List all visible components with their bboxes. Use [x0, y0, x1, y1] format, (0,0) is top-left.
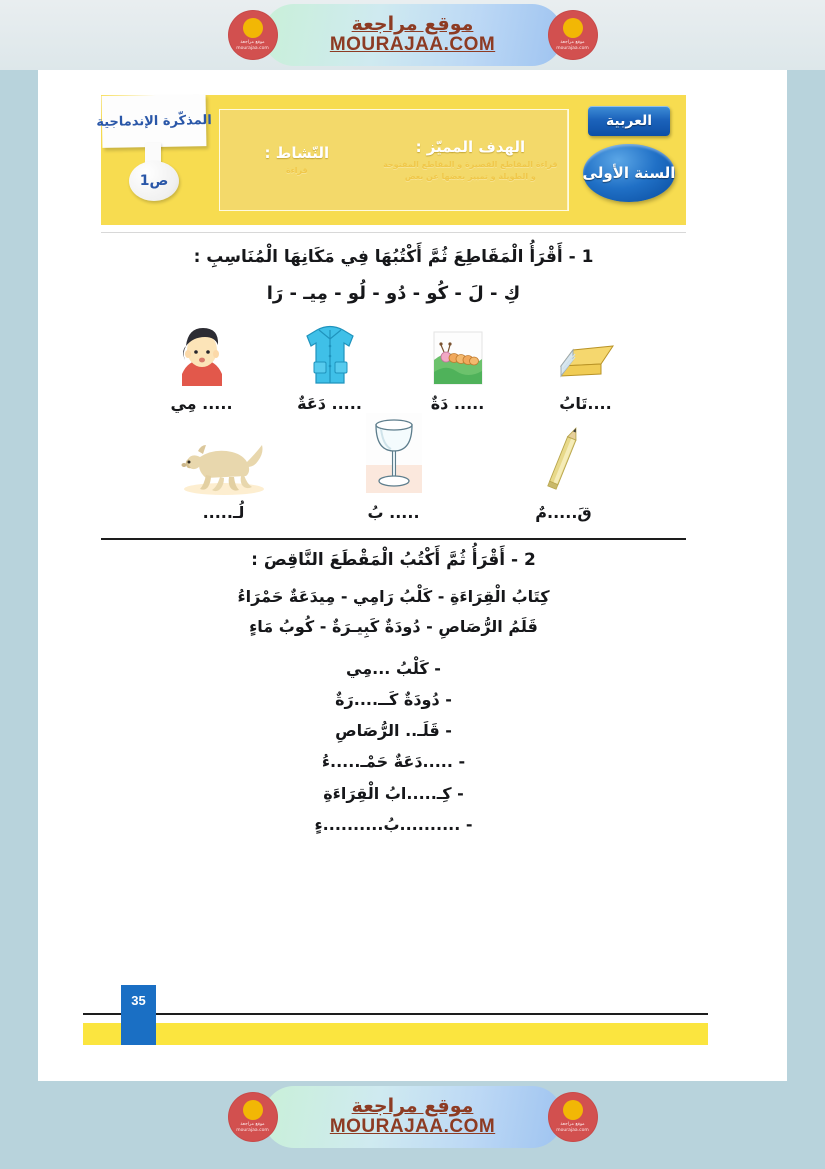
picture-blank-label: ..... مِي [170, 394, 233, 413]
logo-dot-icon [563, 1100, 583, 1120]
exercise1-picture-row-2 [101, 427, 686, 522]
mourajaa-logo-icon [549, 1093, 597, 1141]
glass-icon [358, 427, 430, 495]
pencil-icon [537, 427, 591, 495]
exercise2-answer-lines [101, 653, 686, 840]
header-badges [579, 103, 679, 217]
page-number-label: 35 [131, 993, 146, 1008]
watermark-pill [236, 1086, 589, 1148]
logo-caption: موقع مراجعة mourajaa.com [236, 1122, 269, 1133]
footer-rule [83, 1013, 708, 1015]
notebook-tag-label: المذكّرة الإندماجية [96, 112, 212, 130]
watermark-bottom [0, 1082, 825, 1152]
dog-icon [176, 427, 272, 495]
logo-caption: موقع مراجعة mourajaa.com [556, 40, 589, 51]
picture-blank-label: لُـ..... [202, 503, 245, 522]
footer-yellow-bar [83, 1023, 708, 1045]
tag-page-bubble [129, 161, 179, 201]
answer-line[interactable]: - ..........بُ..........ءٍ [314, 814, 473, 834]
watermark-arabic-text: موقع مراجعة [351, 13, 474, 36]
subject-badge [588, 106, 670, 136]
watermark-site-url: MOURAJAA.COM [329, 34, 496, 55]
picture-item [394, 318, 522, 413]
objective-title: الهدف المميّز : [415, 137, 526, 156]
exercise1-syllables: كِ - لَ - كُو - دُو - لُو - مِيـ - رَا [266, 283, 521, 304]
header-info-panel [219, 109, 569, 211]
wordbank-line: كِتَابُ الْقِرَاءَةِ - كَلْبُ رَامِي - مِيدَعَةٌ حَمْرَاءُ [237, 587, 550, 606]
answer-line[interactable]: - دُودَةٌ كَــ....رَةٌ [335, 689, 452, 709]
picture-item [309, 427, 479, 522]
logo-dot-icon [563, 18, 583, 38]
exercise1-picture-row-1 [101, 318, 686, 413]
picture-blank-label: ..... دَعَةٌ [297, 394, 362, 413]
activity-text: قراءة [285, 165, 308, 175]
mourajaa-logo-icon [229, 1093, 277, 1141]
logo-caption: موقع مراجعة mourajaa.com [556, 1122, 589, 1133]
picture-blank-label: ....تَابُ [559, 394, 612, 413]
picture-item [138, 318, 266, 413]
logo-caption: موقع مراجعة mourajaa.com [236, 40, 269, 51]
boy-icon [170, 318, 234, 386]
page-number-box [121, 985, 156, 1045]
header-underline [101, 225, 686, 233]
worksheet-page [38, 62, 787, 1081]
subject-badge-label: العربية [605, 113, 653, 129]
activity-cell [220, 110, 374, 210]
level-badge-label: السنة الأولى [582, 164, 676, 182]
watermark-pill [236, 4, 589, 66]
answer-line[interactable]: - كَلْبُ ...مِي [346, 658, 441, 678]
caterpillar-icon [430, 318, 486, 386]
watermark-site-url: MOURAJAA.COM [329, 1116, 496, 1137]
objective-text: قراءة المقاطع القصيرة و المقاطع المفتوحة و الطويلة و تمييز بعضها عن بعض [383, 159, 558, 181]
picture-item [479, 427, 649, 522]
worksheet-header [96, 95, 686, 225]
answer-line[interactable]: - قَلَـ.. الرُّصَاصِ [335, 721, 452, 741]
logo-dot-icon [243, 18, 263, 38]
picture-blank-label: قَ.....مٌ [535, 503, 592, 522]
worksheet-content [101, 247, 686, 840]
logo-dot-icon [243, 1100, 263, 1120]
watermark-arabic-text: موقع مراجعة [351, 1095, 474, 1118]
mourajaa-logo-icon [229, 11, 277, 59]
notebook-tag [96, 83, 213, 211]
picture-item [522, 318, 650, 413]
exercise2-title: 2 - أَقْرَأُ ثُمَّ أَكْتُبُ الْمَقْطَعَ النَّاقِصَ : [251, 550, 536, 570]
book-icon [551, 318, 621, 386]
notebook-tag-card [96, 94, 212, 148]
picture-blank-label: ..... بُ [367, 503, 420, 522]
level-badge [583, 144, 675, 202]
wordbank-line: قَلَمُ الرُّصَاصِ - دُودَةٌ كَبِيـرَةٌ - كُوبُ مَاءٍ [249, 617, 538, 637]
watermark-top [0, 0, 825, 70]
picture-blank-label: ..... دَةٌ [430, 394, 485, 413]
activity-title: النّشاط : [264, 143, 330, 162]
mourajaa-logo-icon [549, 11, 597, 59]
section-divider [101, 538, 686, 540]
objective-cell [374, 110, 568, 210]
exercise2-wordbank [101, 582, 686, 643]
answer-line[interactable]: - كِـ.....ابُ الْقِرَاءَةِ [323, 783, 464, 803]
coat-icon [299, 318, 361, 386]
answer-line[interactable]: - .....دَعَةٌ حَمْـ.....ءُ [321, 752, 466, 772]
tag-page-label: ص1 [139, 173, 169, 189]
exercise1-title: 1 - أَقْرَأُ الْمَقَاطِعَ ثُمَّ أَكْتُبُهَا فِي مَكَانِهَا الْمُنَاسِبِ : [193, 247, 594, 267]
picture-item [266, 318, 394, 413]
picture-item [139, 427, 309, 522]
